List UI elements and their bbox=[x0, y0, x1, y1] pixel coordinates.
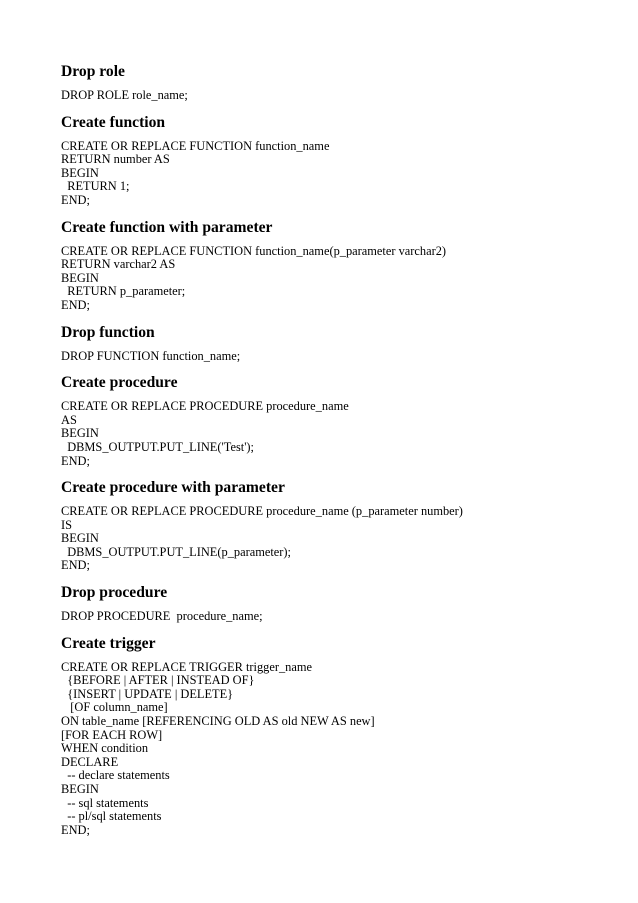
code-line: DROP FUNCTION function_name; bbox=[61, 348, 241, 363]
code-line: {BEFORE | AFTER | INSTEAD OF} bbox=[61, 673, 255, 688]
code-line: RETURN 1; bbox=[61, 179, 130, 194]
code-line: CREATE OR REPLACE TRIGGER trigger_name bbox=[61, 659, 313, 674]
code-line: DROP ROLE role_name; bbox=[61, 88, 188, 102]
section-create-function bbox=[61, 107, 621, 212]
code-line: -- sql statements bbox=[61, 795, 149, 810]
code-line: IS bbox=[61, 517, 73, 532]
code-line: RETURN number AS bbox=[61, 152, 170, 167]
code-line: [FOR EACH ROW] bbox=[61, 727, 163, 742]
section-title: Create function with parameter bbox=[61, 218, 273, 236]
code-line: BEGIN bbox=[61, 531, 99, 546]
code-line: DROP PROCEDURE procedure_name; bbox=[61, 609, 263, 624]
code-line: END; bbox=[61, 192, 90, 207]
code-block bbox=[61, 505, 621, 577]
code-block bbox=[61, 245, 621, 317]
code-line: DECLARE bbox=[61, 754, 119, 769]
code-line: WHEN condition bbox=[61, 741, 149, 756]
section-drop-function bbox=[61, 317, 621, 368]
code-line: BEGIN bbox=[61, 270, 99, 285]
code-line: -- declare statements bbox=[61, 768, 170, 783]
code-line: BEGIN bbox=[61, 426, 99, 441]
section-create-trigger bbox=[61, 628, 621, 842]
code-line: RETURN varchar2 AS bbox=[61, 257, 176, 272]
section-create-procedure-with-parameter bbox=[61, 472, 621, 577]
section-create-procedure bbox=[61, 367, 621, 472]
section-title: Drop function bbox=[61, 323, 155, 341]
section-title: Drop procedure bbox=[61, 584, 168, 602]
code-line: CREATE OR REPLACE PROCEDURE procedure_name bbox=[61, 399, 349, 414]
code-line: END; bbox=[61, 297, 90, 312]
section-create-function-with-parameter bbox=[61, 212, 621, 317]
code-line: DBMS_OUTPUT.PUT_LINE('Test'); bbox=[61, 439, 255, 454]
code-line: BEGIN bbox=[61, 165, 99, 180]
section-drop-procedure bbox=[61, 577, 621, 628]
code-line: END; bbox=[61, 822, 90, 837]
section-title: Create procedure with parameter bbox=[61, 479, 285, 497]
code-line: -- pl/sql statements bbox=[61, 809, 162, 824]
section-title: Create trigger bbox=[61, 634, 156, 652]
section-title: Drop role bbox=[61, 63, 125, 80]
code-line: RETURN p_parameter; bbox=[61, 284, 186, 299]
code-line: END; bbox=[61, 558, 90, 573]
code-block bbox=[61, 661, 621, 842]
code-line: CREATE OR REPLACE PROCEDURE procedure_name (p_parameter number) bbox=[61, 504, 463, 519]
section-title: Create procedure bbox=[61, 374, 178, 392]
code-line: END; bbox=[61, 453, 90, 468]
section-drop-role bbox=[61, 56, 621, 107]
code-block bbox=[61, 350, 621, 368]
code-block bbox=[61, 610, 621, 628]
code-line: CREATE OR REPLACE FUNCTION function_name bbox=[61, 138, 330, 153]
section-title: Create function bbox=[61, 113, 166, 131]
code-line: {INSERT | UPDATE | DELETE} bbox=[61, 686, 234, 701]
code-block bbox=[61, 400, 621, 472]
code-line: CREATE OR REPLACE FUNCTION function_name(p_parameter varchar2) bbox=[61, 243, 447, 258]
code-block bbox=[61, 89, 621, 107]
code-line: AS bbox=[61, 412, 77, 427]
code-line: [OF column_name] bbox=[61, 700, 168, 715]
document-page bbox=[61, 56, 621, 841]
code-line: DBMS_OUTPUT.PUT_LINE(p_parameter); bbox=[61, 544, 291, 559]
code-block bbox=[61, 140, 621, 212]
code-line: BEGIN bbox=[61, 782, 99, 796]
code-line: ON table_name [REFERENCING OLD AS old NEW AS new] bbox=[61, 714, 375, 729]
